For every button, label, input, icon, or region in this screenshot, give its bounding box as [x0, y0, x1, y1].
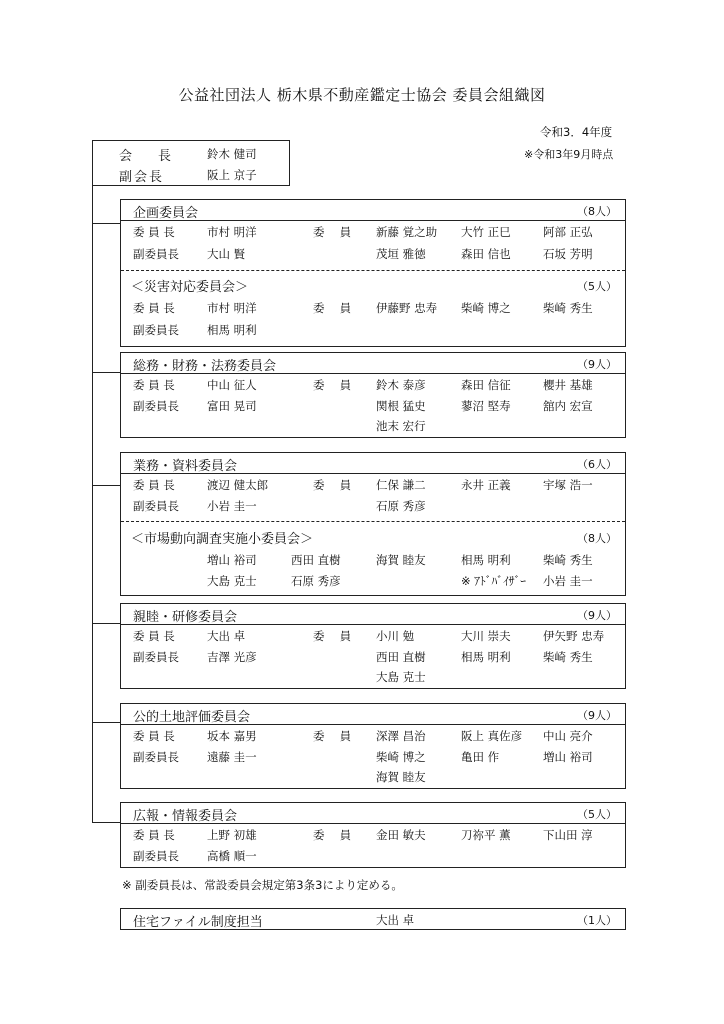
- as-of-date: ※令和3年9月時点: [524, 148, 614, 161]
- member-name: 海賀 睦友: [376, 770, 426, 784]
- page-title: 公益社団法人 栃木県不動産鑑定士協会 委員会組織図: [178, 86, 546, 104]
- member-name: 阿部 正弘: [543, 225, 593, 239]
- member-name: 小川 勉: [376, 629, 415, 643]
- role-label: 委 員 長: [133, 225, 175, 239]
- committee-name: 親睦・研修委員会: [133, 610, 238, 625]
- member-name: 市村 明洋: [207, 225, 257, 239]
- role-label: 副委員長: [133, 750, 179, 764]
- role-label: 副委員長: [133, 499, 179, 513]
- member-name: 西田 直樹: [291, 553, 341, 567]
- member-name: 大川 崇夫: [461, 629, 511, 643]
- role-label: 委 員 長: [133, 478, 175, 492]
- member-name: 下山田 淳: [543, 828, 593, 842]
- member-name: 柴崎 博之: [376, 750, 426, 764]
- member-name: 深澤 昌治: [376, 729, 426, 743]
- member-name: 池末 宏行: [376, 419, 426, 433]
- subcommittee-divider: [121, 270, 625, 271]
- footnote: ※ 副委員長は、常設委員会規定第3条3により定める。: [122, 878, 403, 892]
- member-name: 西田 直樹: [376, 650, 426, 664]
- connector-planning: [92, 223, 120, 224]
- member-name: 上野 初雄: [207, 828, 257, 842]
- member-name: 大島 克士: [207, 574, 257, 588]
- committee-land-evaluation: [120, 703, 626, 789]
- role-label: 委 員 長: [133, 301, 175, 315]
- role-label: 委 員: [313, 629, 352, 643]
- committee-planning: [120, 199, 626, 347]
- role-label: 委 員: [313, 225, 352, 239]
- connector-land-evaluation: [92, 722, 120, 723]
- role-label: 委 員 長: [133, 729, 175, 743]
- member-name: 金田 敏夫: [376, 828, 426, 842]
- connector-friendship: [92, 623, 120, 624]
- member-name: 宇塚 浩一: [543, 478, 593, 492]
- member-name: 増山 裕司: [543, 750, 593, 764]
- subcommittee-name: ＜災害対応委員会＞: [131, 280, 249, 295]
- member-name: 相馬 明利: [461, 650, 511, 664]
- member-name: 石坂 芳明: [543, 247, 593, 261]
- member-name: 吉澤 光彦: [207, 650, 257, 664]
- housing-file-box: [120, 908, 626, 930]
- member-name: 中山 征人: [207, 378, 257, 392]
- committee-friendship-training: [120, 603, 626, 689]
- member-name: 坂本 嘉男: [207, 729, 257, 743]
- role-label: 委 員: [313, 729, 352, 743]
- member-name: 大出 卓: [207, 629, 246, 643]
- member-name: 新藤 覚之助: [376, 225, 438, 239]
- committee-name: 企画委員会: [133, 206, 199, 221]
- member-count: （9人）: [577, 609, 617, 622]
- member-name: 石原 秀彦: [376, 499, 426, 513]
- fiscal-year: 令和3．4年度: [540, 125, 613, 139]
- president-label: 会 長: [119, 149, 172, 164]
- member-name: 大竹 正巳: [461, 225, 511, 239]
- role-label: 副委員長: [133, 650, 179, 664]
- member-count: （5人）: [577, 808, 617, 821]
- subcommittee-name: ＜市場動向調査実施小委員会＞: [131, 532, 314, 547]
- subcommittee-count: （5人）: [577, 280, 617, 293]
- member-name: 茂垣 雅徳: [376, 247, 426, 261]
- connector-business: [92, 485, 120, 486]
- member-name: 関根 猛史: [376, 399, 426, 413]
- role-label: 副委員長: [133, 399, 179, 413]
- member-name: 鈴木 泰彦: [376, 378, 426, 392]
- member-name: 伊矢野 忠寿: [543, 629, 605, 643]
- role-label: 委 員: [313, 828, 352, 842]
- role-label: 委 員 長: [133, 828, 175, 842]
- role-label: 委 員: [313, 378, 352, 392]
- member-name: 大島 克士: [376, 670, 426, 684]
- housing-file-count: （1人）: [577, 914, 617, 927]
- role-label: 委 員 長: [133, 629, 175, 643]
- role-label: 委 員: [313, 301, 352, 315]
- member-name: 小岩 圭一: [543, 574, 593, 588]
- subcommittee-count: （8人）: [577, 532, 617, 545]
- role-label: 副委員長: [133, 323, 179, 337]
- member-name: 大山 賢: [207, 247, 246, 261]
- committee-header: [121, 803, 625, 824]
- member-count: （8人）: [577, 205, 617, 218]
- member-name: 舘内 宏宣: [543, 399, 593, 413]
- member-name: 海賀 睦友: [376, 553, 426, 567]
- committee-name: 業務・資料委員会: [133, 459, 238, 474]
- committee-header: [121, 604, 625, 625]
- member-name: 小岩 圭一: [207, 499, 257, 513]
- committee-general-affairs: [120, 352, 626, 438]
- member-name: 櫻井 基雄: [543, 378, 593, 392]
- member-name: 高橋 順一: [207, 849, 257, 863]
- member-name: 相馬 明利: [461, 553, 511, 567]
- role-label: 委 員 長: [133, 378, 175, 392]
- member-name: 遠藤 圭一: [207, 750, 257, 764]
- committee-header: [121, 353, 625, 374]
- member-name: 富田 晃司: [207, 399, 257, 413]
- member-name: 柴崎 博之: [461, 301, 511, 315]
- member-name: 永井 正義: [461, 478, 511, 492]
- committee-header: [121, 704, 625, 725]
- member-name: 刀祢平 薫: [461, 828, 511, 842]
- committee-pr-information: [120, 802, 626, 868]
- member-name: 渡辺 健太郎: [207, 478, 269, 492]
- committee-business: [120, 452, 626, 596]
- role-label: 副委員長: [133, 849, 179, 863]
- advisor-label: ※ ｱﾄﾞﾊﾞｲｻﾞｰ: [461, 574, 527, 588]
- member-count: （9人）: [577, 709, 617, 722]
- leadership-box: [92, 140, 290, 186]
- member-name: 亀田 作: [461, 750, 500, 764]
- member-name: 仁保 謙二: [376, 478, 426, 492]
- role-label: 副委員長: [133, 247, 179, 261]
- member-name: 柴崎 秀生: [543, 301, 593, 315]
- housing-file-name: 住宅ファイル制度担当: [133, 915, 263, 930]
- committee-header: [121, 453, 625, 474]
- committee-header: [121, 200, 625, 221]
- vice-president-label: 副会長: [119, 170, 165, 185]
- committee-name: 広報・情報委員会: [133, 809, 238, 824]
- role-label: 委 員: [313, 478, 352, 492]
- member-name: 柴崎 秀生: [543, 650, 593, 664]
- subcommittee-divider: [121, 521, 625, 522]
- member-name: 柴崎 秀生: [543, 553, 593, 567]
- member-name: 阪上 真佐彦: [461, 729, 523, 743]
- member-name: 蓼沼 堅寿: [461, 399, 511, 413]
- connector-general-affairs: [92, 372, 120, 373]
- member-name: 増山 裕司: [207, 553, 257, 567]
- member-count: （9人）: [577, 358, 617, 371]
- committee-name: 公的土地評価委員会: [133, 710, 251, 725]
- member-name: 中山 亮介: [543, 729, 593, 743]
- org-trunk-line: [92, 186, 93, 822]
- member-name: 森田 信征: [461, 378, 511, 392]
- member-name: 市村 明洋: [207, 301, 257, 315]
- member-name: 森田 信也: [461, 247, 511, 261]
- member-name: 石原 秀彦: [291, 574, 341, 588]
- member-count: （6人）: [577, 458, 617, 471]
- committee-name: 総務・財務・法務委員会: [133, 359, 277, 374]
- member-name: 相馬 明利: [207, 323, 257, 337]
- member-name: 伊藤野 忠寿: [376, 301, 438, 315]
- connector-pr: [92, 822, 120, 823]
- president-name: 鈴木 健司: [207, 147, 257, 161]
- vice-president-name: 阪上 京子: [207, 168, 257, 182]
- housing-file-person: 大出 卓: [376, 913, 415, 927]
